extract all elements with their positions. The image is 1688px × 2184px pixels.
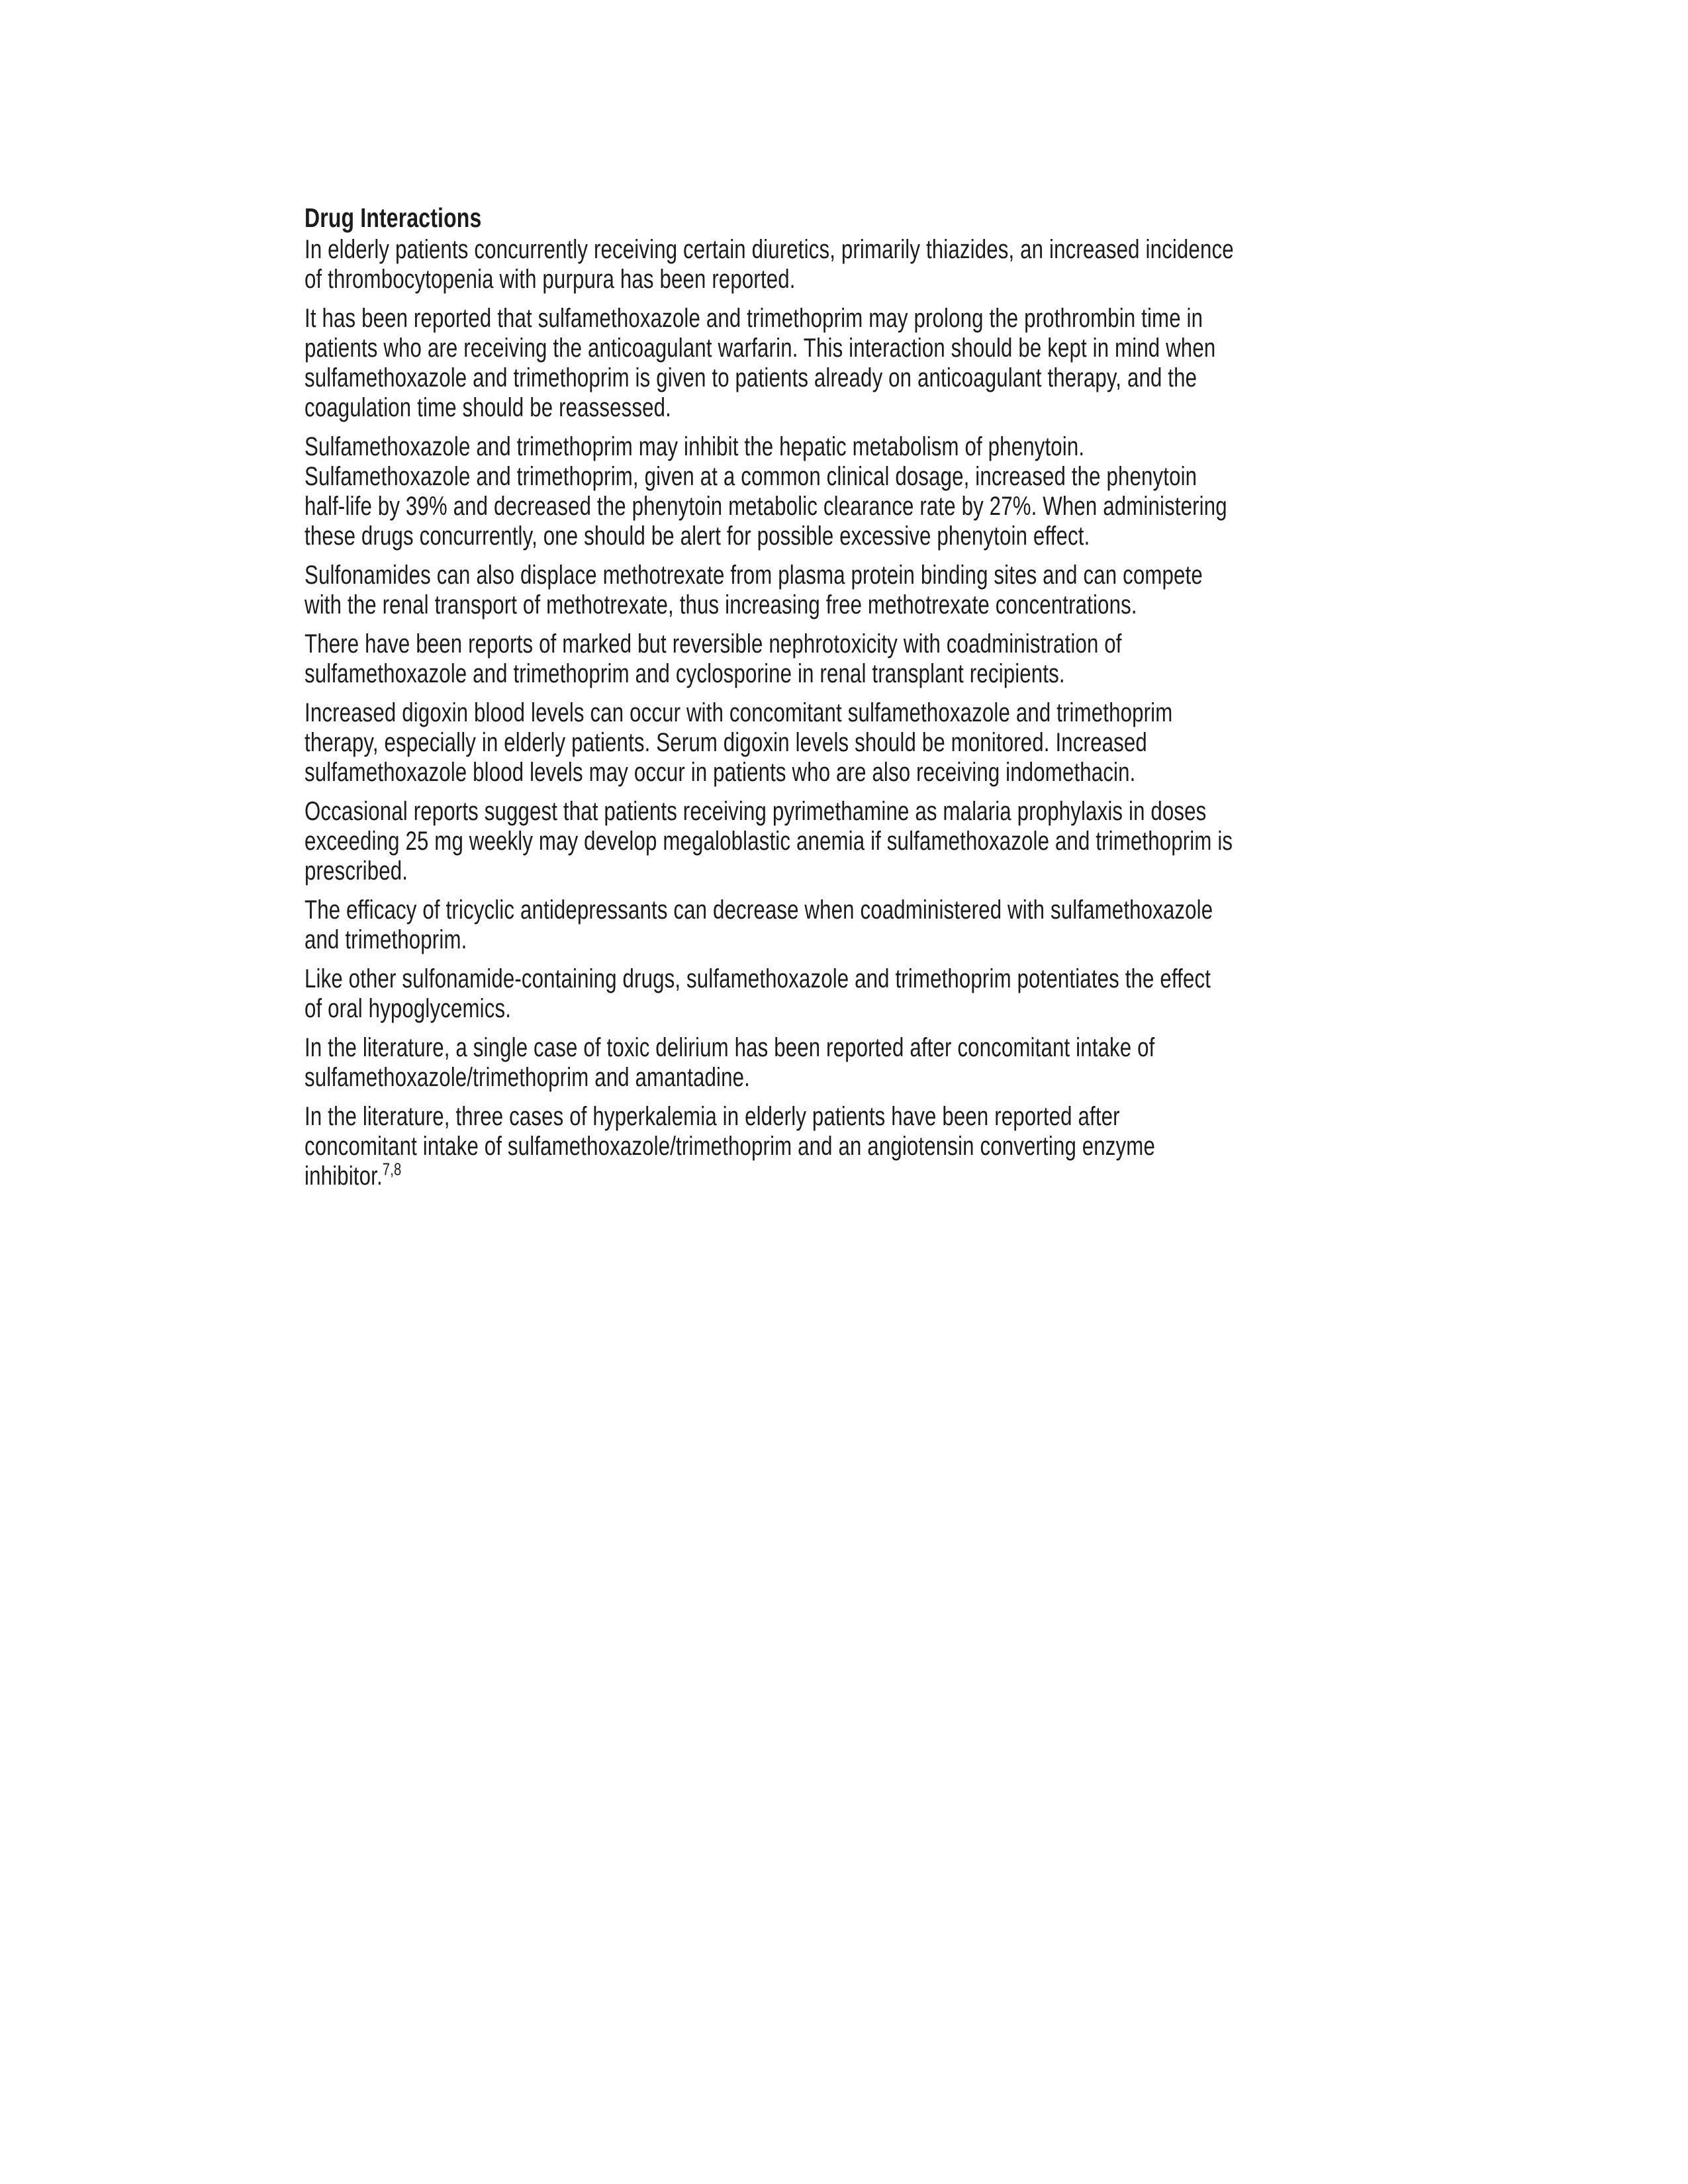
paragraph (305, 629, 1234, 689)
paragraph (305, 1033, 1234, 1093)
footnote-reference: 7,8 (382, 1159, 402, 1179)
paragraph (305, 895, 1234, 955)
paragraph-text: It has been reported that sulfamethoxazole and trimethoprim may prolong the prothrombin time in patients who are receiving the anticoagulant warfarin. This interaction should be kept in mind when sulfamethoxazole and trimethoprim is given to patients already on anticoagulant therapy, and the coagulation time should be reassessed. (305, 304, 1216, 422)
paragraph (305, 235, 1234, 295)
paragraph (305, 797, 1234, 886)
paragraph (305, 1102, 1234, 1191)
paragraph (305, 432, 1234, 551)
paragraph-text: Like other sulfonamide-containing drugs, sulfamethoxazole and trimethoprim potentiates the effect of oral hypoglycemics. (305, 964, 1211, 1023)
paragraph (305, 698, 1234, 788)
paragraph (305, 964, 1234, 1024)
paragraph-text: Sulfamethoxazole and trimethoprim may inhibit the hepatic metabolism of phenytoin. Sulfamethoxazole and trimethoprim, given at a common clinical dosage, increased the phenytoin half-life by 39% and decreased the phenytoin metabolic clearance rate by 27%. When administering these drugs concurrently, one should be alert for possible excessive phenytoin effect. (305, 432, 1227, 551)
paragraph-text: In elderly patients concurrently receiving certain diuretics, primarily thiazides, an increased incidence of thrombocytopenia with purpura has been reported. (305, 235, 1234, 294)
section-heading: Drug Interactions (305, 203, 482, 233)
paragraph (305, 561, 1234, 620)
drug-interactions-section (305, 203, 1234, 1201)
paragraph-list (305, 235, 1234, 1191)
paragraph (305, 304, 1234, 423)
paragraph-text: In the literature, a single case of toxic delirium has been reported after concomitant intake of sulfamethoxazole/trimethoprim and amantadine. (305, 1033, 1155, 1092)
paragraph-text: In the literature, three cases of hyperkalemia in elderly patients have been reported after concomitant intake of sulfamethoxazole/trimethoprim and an angiotensin converting enzyme inhibitor. (305, 1102, 1155, 1191)
paragraph-text: Occasional reports suggest that patients receiving pyrimethamine as malaria prophylaxis in doses exceeding 25 mg weekly may develop megaloblastic anemia if sulfamethoxazole and trimethoprim is prescribed. (305, 797, 1233, 886)
paragraph-text: There have been reports of marked but reversible nephrotoxicity with coadministration of sulfamethoxazole and trimethoprim and cyclosporine in renal transplant recipients. (305, 629, 1122, 688)
paragraph-text: Sulfonamides can also displace methotrexate from plasma protein binding sites and can compete with the renal transport of methotrexate, thus increasing free methotrexate concentrations. (305, 561, 1203, 619)
paragraph-text: Increased digoxin blood levels can occur with concomitant sulfamethoxazole and trimethoprim therapy, especially in elderly patients. Serum digoxin levels should be monitored. Increased sulfamethoxazole blood levels may occur in patients who are also receiving indomethacin. (305, 698, 1173, 787)
paragraph-text: The efficacy of tricyclic antidepressants can decrease when coadministered with sulfamethoxazole and trimethoprim. (305, 895, 1213, 954)
